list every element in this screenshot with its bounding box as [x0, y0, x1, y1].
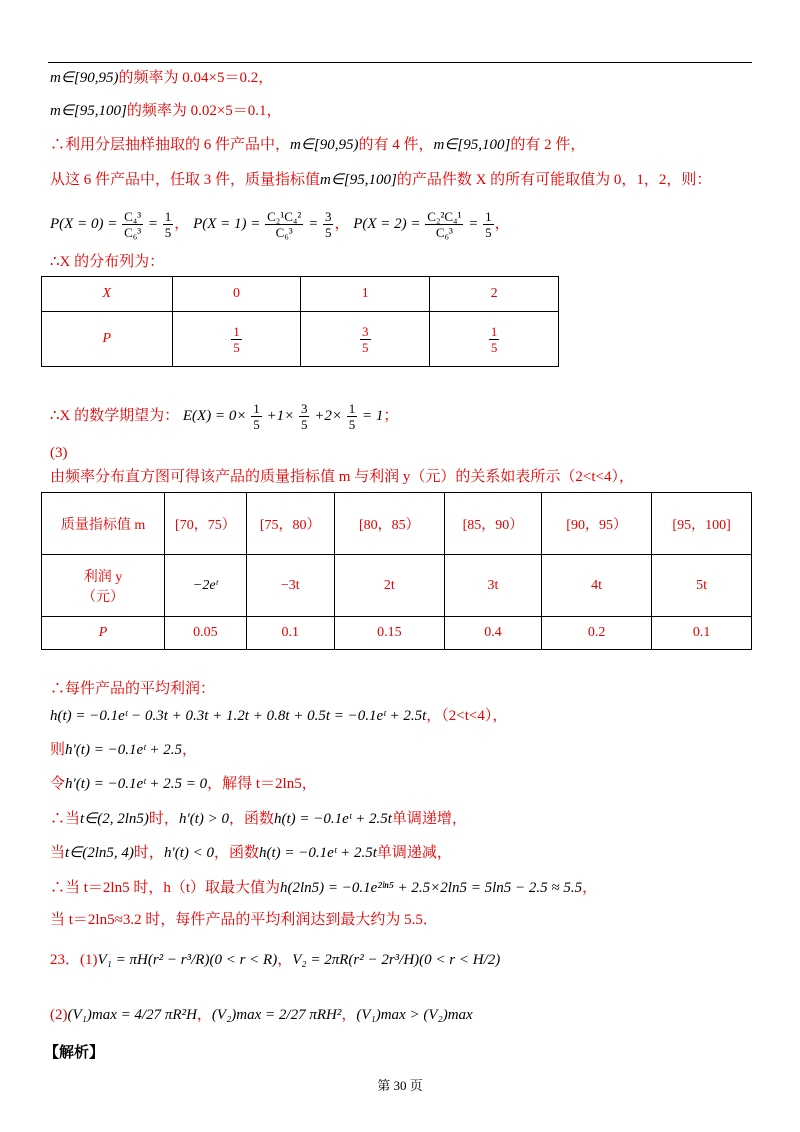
part3-text: 由频率分布直方图可得该产品的质量指标值 m 与利润 y（元）的关系如表所示（2<t<4），: [50, 469, 635, 485]
freq-line-95-100: m∈[95,100]的频率为 0.02×5＝0.1，: [50, 103, 282, 119]
h-function-line: h(t) = −0.1eᵗ − 0.3t + 0.3t + 1.2t + 0.8t + 0.5t = −0.1eᵗ + 2.5t，（2<t<4），: [50, 708, 508, 724]
fraction: $\frac{1}{5}$: [490, 323, 498, 355]
fraction: $\frac{3}{5}$: [324, 209, 332, 241]
fraction: $\frac{1}{5}$: [233, 323, 240, 355]
fraction: $\frac{1}{5}$: [164, 209, 172, 241]
freq-line-90-95: m∈[90,95)的频率为 0.04×5＝0.2，: [50, 70, 274, 86]
decreasing-line: 当t∈(2ln5, 4)时，h′(t) < 0，函数h(t) = −0.1eᵗ + 2.5t单调递减，: [50, 845, 452, 861]
table-row: P $\frac{1}{5}$ $\frac{3}{5}$ $\frac{1}{5}$: [42, 312, 559, 367]
fraction: $\frac{3}{5}$: [300, 401, 308, 433]
header-rule: [48, 62, 752, 63]
page-number: 第 30 页: [377, 1078, 423, 1093]
maximum-line: ∴当 t＝2ln5 时，h（t）取最大值为h(2ln5) = −0.1e²ˡⁿ⁵ + 2.5×2ln5 = 5ln5 − 2.5 ≈ 5.5，: [50, 880, 598, 896]
fraction: $\frac{\text{C₄³}}{\text{C₆³}}$: [124, 209, 142, 241]
table-row: P 0.05 0.1 0.15 0.4 0.2 0.1: [42, 617, 752, 650]
table-row: 利润 y （元） −2eᵗ −3t 2t 3t 4t 5t: [42, 555, 752, 617]
zero-line: 令h′(t) = −0.1eᵗ + 2.5 = 0，解得 t＝2ln5，: [50, 776, 317, 792]
analysis-heading: 【解析】: [44, 1045, 105, 1061]
fraction: $\frac{\text{C₂¹C₄²}}{\text{C₆³}}$: [267, 209, 302, 241]
fraction: $\frac{1}{5}$: [485, 209, 492, 241]
q23-part1: 23．(1)V₁ = πH(r² − r³/R)(0 < r < R)，V₂ = 2πR(r² − 2r³/H)(0 < r < H/2): [50, 952, 501, 968]
increasing-line: ∴当t∈(2, 2ln5)时，h′(t) > 0，函数h(t) = −0.1eᵗ + 2.5t单调递增，: [50, 811, 467, 827]
selection-line: 从这 6 件产品中，任取 3 件，质量指标值m∈[95,100]的产品件数 X 的所有可能取值为 0，1，2，则：: [50, 172, 712, 188]
fraction: $\frac{3}{5}$: [362, 323, 369, 355]
fraction: $\frac{\text{C₂²C₄¹}}{\text{C₆³}}$: [427, 209, 462, 241]
expectation-line: ∴X 的数学期望为： E(X) = 0× $\frac{1}{5}$ +1× $\frac{3}{5}$ +2× $\frac{1}{5}$ = 1；: [50, 401, 399, 433]
avg-title: ∴每件产品的平均利润：: [50, 681, 216, 697]
conclusion-line: 当 t＝2ln5≈3.2 时，每件产品的平均利润达到最大约为 5.5．: [50, 912, 438, 928]
q23-part2: (2)(V₁)max = 4/27 πR²H，(V₂)max = 2/27 πRH²，(V₁)max > (V₂)max: [50, 1007, 473, 1023]
distribution-table: [41, 276, 559, 367]
stratified-sampling-line: ∴利用分层抽样抽取的 6 件产品中，m∈[90,95)的有 4 件，m∈[95,100]的有 2 件，: [50, 137, 586, 153]
fraction: $\frac{1}{5}$: [253, 401, 260, 433]
derivative-line: 则h′(t) = −0.1eᵗ + 2.5，: [50, 742, 198, 758]
profit-table: [41, 492, 752, 650]
table-row: 质量指标值 m [70，75） [75，80） [80，85） [85，90） [90，95） [95，100]: [42, 493, 752, 555]
table-row: X 0 1 2: [42, 277, 559, 312]
fraction: $\frac{1}{5}$: [348, 401, 356, 433]
part3-label: (3): [50, 445, 68, 461]
dist-title: ∴X 的分布列为：: [50, 254, 165, 270]
probability-line: P(X = 0) = $\frac{\text{C₄³}}{\text{C₆³}}$ = $\frac{1}{5}$ ， P(X = 1) = $\frac{\text{C₂¹C₄²}}{\text{C₆³}}$ = $\frac{3}{5}$ ， P(X = 2) = $\frac{\text{C₂²C₄¹}}{\text{C₆³}}$ = $\frac{1}{5}$ ，: [50, 209, 510, 241]
